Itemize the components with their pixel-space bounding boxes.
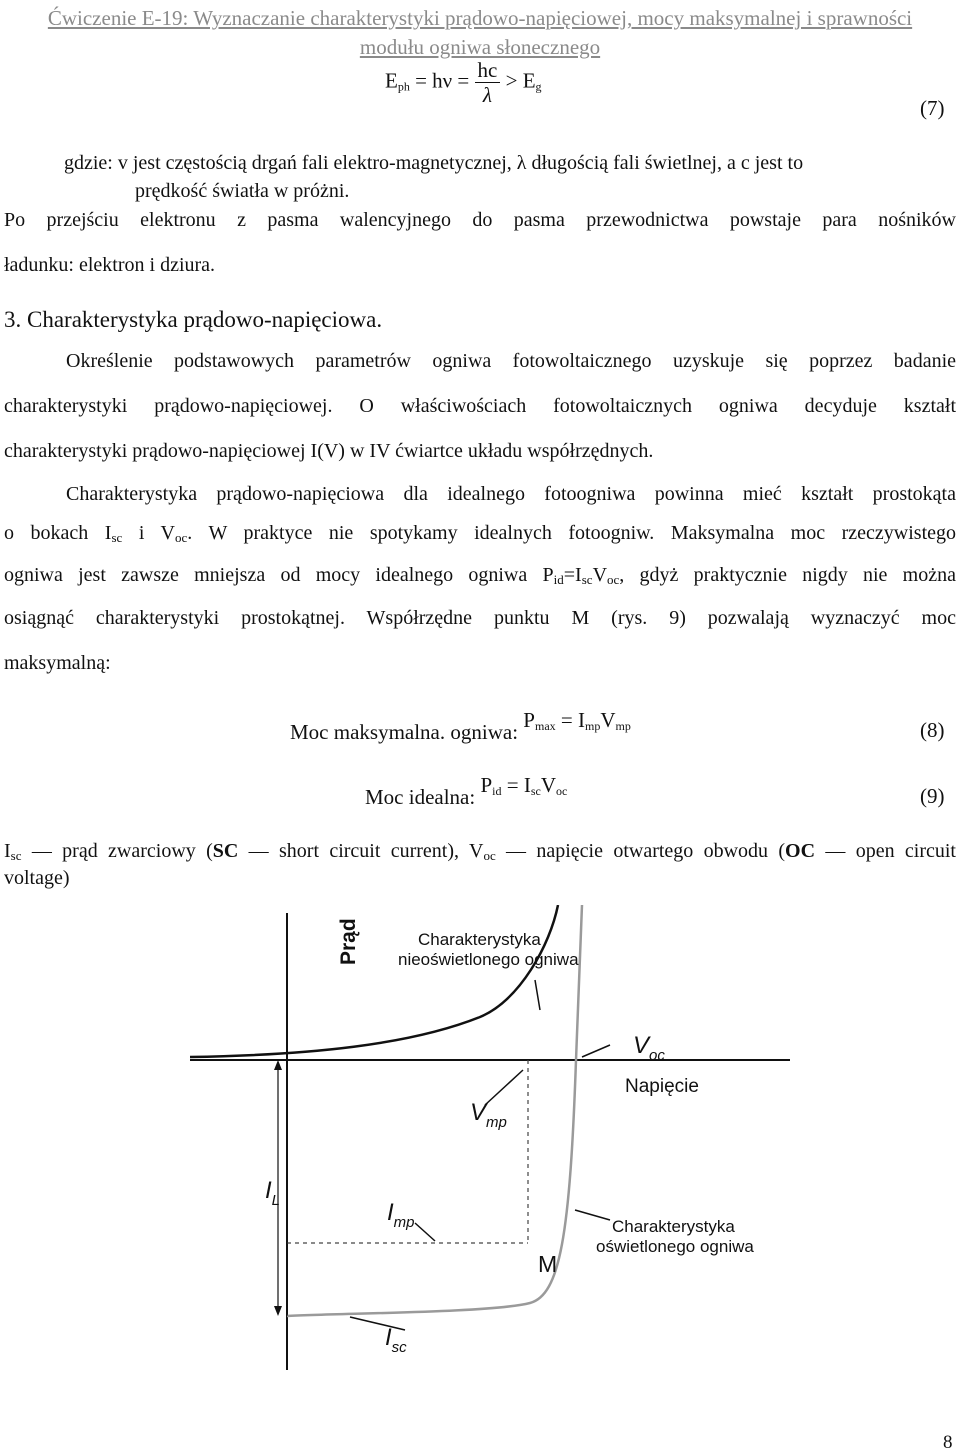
paragraph-gdzie-line-1: gdzie: v jest częstością drgań fali elektro-magnetycznej, λ długością fali świetlnej, a c jest to (64, 152, 804, 174)
isc-symbol: I (385, 1324, 392, 1351)
point-m-label: M (538, 1251, 558, 1277)
paragraph-isc-line-2: voltage) (4, 867, 70, 889)
dark-label-line-2: nieoświetlonego ogniwa (398, 950, 579, 969)
text-part: — napięcie otwartego obwodu ( (495, 840, 786, 862)
vmp-label (470, 1099, 507, 1131)
il-symbol: I (265, 1177, 272, 1204)
text-part: I (4, 840, 11, 862)
light-label-line-2: oświetlonego ogniwa (596, 1237, 754, 1256)
text-bold-sc: SC (212, 840, 239, 862)
dark-label-pointer (535, 980, 540, 1010)
section-3-title: 3. Charakterystyka prądowo-napięciowa. (4, 307, 383, 332)
text-part: V (592, 564, 608, 586)
eq8-eq: = I (560, 708, 585, 732)
isc-subscript: sc (391, 1339, 407, 1356)
subscript-sc: sc (10, 848, 22, 863)
vmp-pointer (485, 1070, 523, 1105)
eq7-denominator: λ (482, 83, 492, 107)
paragraph-okreslenie-line-1: Określenie podstawowych parametrów ogniwa fotowoltaicznego uzyskuje się poprzez badanie (66, 350, 956, 372)
text-part: i V (122, 522, 175, 544)
paragraph-gdzie-line-2: prędkość światła w próżni. (135, 180, 350, 202)
isc-pointer (350, 1317, 405, 1330)
equation-9 (365, 773, 568, 809)
text-part: =I (563, 564, 582, 586)
eq7-gt: > (505, 68, 518, 93)
imp-symbol: I (387, 1199, 394, 1226)
il-arrow-head-up (274, 1060, 282, 1070)
paragraph-charakterystyka-line-1: Charakterystyka prądowo-napięciowa dla idealnego fotoogniwa powinna mieć kształt prostokąta (66, 483, 956, 505)
header-line-1: Ćwiczenie E-19: Wyznaczanie charakterystyki prądowo-napięciowej, mocy maksymalnej i sprawności (47, 6, 913, 30)
y-axis-label: Prąd (337, 918, 360, 965)
imp-pointer (415, 1223, 435, 1241)
text-part: — short circuit current), V (238, 840, 484, 862)
eq7-lhs-sub: ph (397, 79, 410, 94)
iv-diagram-svg (190, 905, 830, 1375)
text-part: , gdyż praktycznie nigdy nie można (619, 564, 956, 586)
paragraph-okreslenie-line-2: charakterystyki prądowo-napięciowej. O właściwościach fotowoltaicznych ogniwa decyduje kształt (4, 395, 956, 417)
equation-7-number: (7) (920, 96, 945, 120)
eq7-lhs: E (385, 68, 398, 93)
light-label-pointer (575, 1210, 610, 1220)
isc-label (385, 1324, 407, 1356)
text-part: ogniwa jest zawsze mniejsza od mocy idealnego ogniwa P (4, 564, 554, 586)
il-arrow-head-down (274, 1306, 282, 1316)
subscript-oc: oc (175, 530, 188, 545)
iv-characteristic-diagram (190, 905, 830, 1375)
imp-subscript: mp (393, 1214, 415, 1231)
vmp-subscript: mp (486, 1114, 507, 1131)
equation-8-number: (8) (920, 718, 945, 742)
eq7-numerator: hc (475, 58, 501, 83)
page-header (0, 4, 960, 62)
x-axis-label: Napięcie (625, 1076, 699, 1097)
eq9-v: V (540, 773, 557, 797)
voc-pointer (582, 1045, 610, 1057)
text-bold-oc: OC (785, 840, 816, 862)
paragraph-charakterystyka-line-5: maksymalną: (4, 652, 111, 674)
subscript-sc: sc (581, 572, 593, 587)
eq8-label: Moc maksymalna. ogniwa: (290, 720, 519, 744)
eq9-label: Moc idealna: (365, 785, 476, 809)
paragraph-przejscie-line-2: ładunku: elektron i dziura. (4, 254, 216, 276)
dark-label-line-1: Charakterystyka (418, 930, 541, 949)
vmp-symbol: V (470, 1099, 487, 1126)
eq9-p: P (480, 773, 493, 797)
page-number: 8 (943, 1432, 953, 1453)
paragraph-charakterystyka-line-3 (4, 562, 956, 588)
eq7-fraction (475, 58, 501, 107)
eq9-i-sub: sc (530, 784, 541, 798)
paragraph-charakterystyka-line-2 (4, 520, 956, 546)
subscript-oc: oc (483, 848, 496, 863)
equation-8 (290, 708, 631, 744)
voc-symbol: V (633, 1032, 650, 1059)
eq8-i-sub: mp (585, 719, 601, 733)
subscript-sc: sc (111, 530, 123, 545)
light-label-line-1: Charakterystyka (612, 1217, 735, 1236)
dark-iv-curve (190, 905, 558, 1057)
paragraph-przejscie-line-1: Po przejściu elektronu z pasma walencyjnego do pasma przewodnictwa powstaje para nośników (4, 209, 956, 231)
subscript-oc: oc (607, 572, 620, 587)
eq7-mid: = hν = (415, 68, 470, 93)
text-part: o bokach I (4, 522, 112, 544)
paragraph-charakterystyka-line-4: osiągnąć charakterystyki prostokątnej. Współrzędne punktu M (rys. 9) pozwalają wyznaczyć moc (4, 607, 956, 629)
eq8-p: P (523, 708, 535, 732)
eq8-v: V (600, 708, 616, 732)
eq9-eq: = I (506, 773, 531, 797)
paragraph-okreslenie-line-3: charakterystyki prądowo-napięciowej I(V) w IV ćwiartce układu współrzędnych. (4, 440, 654, 462)
equation-7 (385, 58, 542, 107)
eq7-rhs-sub: g (535, 79, 542, 94)
imp-label (387, 1199, 415, 1231)
eq7-rhs: E (522, 68, 536, 93)
header-line-2: modułu ogniwa słonecznego (359, 35, 601, 59)
paragraph-isc-line-1 (4, 838, 956, 864)
subscript-id: id (553, 572, 564, 587)
eq9-p-sub: id (492, 784, 502, 798)
text-part: . W praktyce nie spotykamy idealnych fotoogniw. Maksymalna moc rzeczywistego (187, 522, 956, 544)
eq8-p-sub: max (534, 719, 556, 733)
text-part: — open circuit (815, 840, 956, 862)
eq8-v-sub: mp (615, 719, 631, 733)
equation-9-number: (9) (920, 784, 945, 808)
il-subscript: L (271, 1192, 281, 1209)
text-part: — prąd zwarciowy ( (21, 840, 213, 862)
eq9-v-sub: oc (556, 784, 568, 798)
voc-subscript: oc (649, 1047, 665, 1064)
